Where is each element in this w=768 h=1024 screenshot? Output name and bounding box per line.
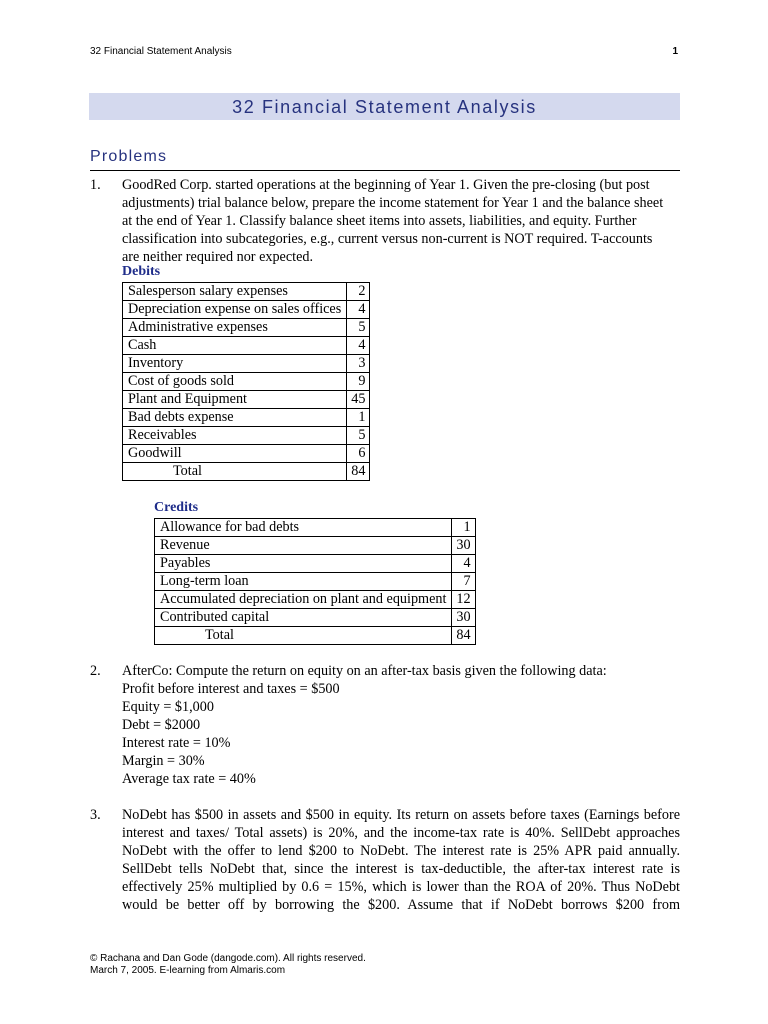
chapter-title-bar — [89, 93, 680, 120]
credits-label: Credits — [154, 500, 199, 515]
table-row — [123, 373, 370, 391]
table-row — [123, 427, 370, 445]
table-cell-item: Plant and Equipment — [123, 391, 347, 409]
table-cell-amount: 2 — [347, 283, 370, 301]
table-row — [155, 555, 476, 573]
problem-number: 3. — [90, 807, 101, 823]
problem-text — [122, 176, 680, 266]
table-cell-amount: 4 — [347, 337, 370, 355]
text-line: Profit before interest and taxes = $500 — [122, 681, 340, 697]
table-cell-amount: 12 — [452, 591, 475, 609]
table-cell-item: Depreciation expense on sales offices — [123, 301, 347, 319]
table-row — [123, 301, 370, 319]
text-line: Equity = $1,000 — [122, 699, 214, 715]
table-cell-item: Contributed capital — [155, 609, 452, 627]
table-total-row — [123, 463, 370, 481]
table-cell-amount: 5 — [347, 319, 370, 337]
table-cell-item: Payables — [155, 555, 452, 573]
section-heading — [90, 148, 680, 171]
text-line: adjustments) trial balance below, prepare the income statement for Year 1 and the balance sheet — [122, 195, 664, 211]
table-cell-item: Inventory — [123, 355, 347, 373]
text-line: Interest rate = 10% — [122, 735, 231, 751]
table-cell-amount: 30 — [452, 609, 475, 627]
debits-label: Debits — [122, 264, 161, 279]
table-cell-amount: 45 — [347, 391, 370, 409]
table-row — [123, 355, 370, 373]
page-number: 1 — [672, 46, 678, 57]
text-line: would be better off by borrowing the $200. Assume that if NoDebt borrows $200 from — [122, 897, 680, 913]
table-row — [123, 319, 370, 337]
text-line: at the end of Year 1. Classify balance sheet items into assets, liabilities, and equity. Further — [122, 213, 637, 229]
text-line: are neither required nor expected. — [122, 249, 314, 265]
table-cell-amount: 1 — [347, 409, 370, 427]
table-cell-item: Salesperson salary expenses — [123, 283, 347, 301]
problem-text — [122, 806, 680, 914]
text-line: Debt = $2000 — [122, 717, 201, 733]
table-cell-amount: 3 — [347, 355, 370, 373]
table-row — [155, 519, 476, 537]
text-line: effectively 25% multiplied by 0.6 = 15%, which is lower than the ROA of 20%. Thus NoDebt — [122, 879, 680, 895]
table-cell-amount: 7 — [452, 573, 475, 591]
footer — [90, 953, 366, 977]
credits-table — [154, 518, 476, 645]
table-cell-amount: 1 — [452, 519, 475, 537]
text-line: NoDebt with the offer to lend $200 to NoDebt. The interest rate is 25% APR paid annually. — [122, 843, 680, 859]
total-amount: 84 — [347, 463, 370, 481]
table-row — [155, 537, 476, 555]
text-line: Average tax rate = 40% — [122, 771, 256, 787]
running-head — [90, 46, 680, 57]
problem-number: 2. — [90, 663, 101, 679]
problem-number: 1. — [90, 177, 101, 193]
table-cell-amount: 6 — [347, 445, 370, 463]
total-label: Total — [155, 627, 452, 645]
table-cell-amount: 4 — [347, 301, 370, 319]
table-cell-amount: 4 — [452, 555, 475, 573]
table-row — [155, 591, 476, 609]
text-line: SellDebt tells NoDebt that, since the interest is tax-deductible, the after-tax interest rate is — [122, 861, 680, 877]
text-line: classification into subcategories, e.g., current versus non-current is NOT required. T-accounts — [122, 231, 653, 247]
table-cell-item: Cash — [123, 337, 347, 355]
table-cell-item: Receivables — [123, 427, 347, 445]
table-cell-item: Long-term loan — [155, 573, 452, 591]
table-cell-amount: 5 — [347, 427, 370, 445]
debits-table — [122, 282, 370, 481]
total-amount: 84 — [452, 627, 475, 645]
running-head-title: 32 Financial Statement Analysis — [90, 46, 232, 57]
table-row — [123, 283, 370, 301]
section-title: Problems — [90, 148, 168, 165]
text-line: NoDebt has $500 in assets and $500 in equity. Its return on assets before taxes (Earnings before — [122, 807, 680, 823]
problem-text — [122, 662, 680, 788]
table-cell-item: Cost of goods sold — [123, 373, 347, 391]
chapter-title: 32 Financial Statement Analysis — [232, 97, 537, 117]
table-cell-amount: 9 — [347, 373, 370, 391]
table-row — [123, 337, 370, 355]
table-cell-item: Administrative expenses — [123, 319, 347, 337]
table-cell-amount: 30 — [452, 537, 475, 555]
table-row — [123, 445, 370, 463]
table-total-row — [155, 627, 476, 645]
table-row — [155, 609, 476, 627]
footer-date: March 7, 2005. E-learning from Almaris.com — [90, 965, 286, 976]
table-row — [123, 391, 370, 409]
table-row — [123, 409, 370, 427]
total-label: Total — [123, 463, 347, 481]
table-cell-item: Revenue — [155, 537, 452, 555]
table-row — [155, 573, 476, 591]
table-cell-item: Allowance for bad debts — [155, 519, 452, 537]
text-line: AfterCo: Compute the return on equity on an after-tax basis given the following data: — [122, 663, 607, 679]
table-cell-item: Goodwill — [123, 445, 347, 463]
table-cell-item: Accumulated depreciation on plant and equipment — [155, 591, 452, 609]
text-line: GoodRed Corp. started operations at the beginning of Year 1. Given the pre-closing (but post — [122, 177, 650, 193]
table-cell-item: Bad debts expense — [123, 409, 347, 427]
footer-copyright: © Rachana and Dan Gode (dangode.com). All rights reserved. — [90, 953, 366, 964]
text-line: interest and taxes/ Total assets) is 20%, and the income-tax rate is 40%. SellDebt approaches — [122, 825, 680, 841]
text-line: Margin = 30% — [122, 753, 205, 769]
